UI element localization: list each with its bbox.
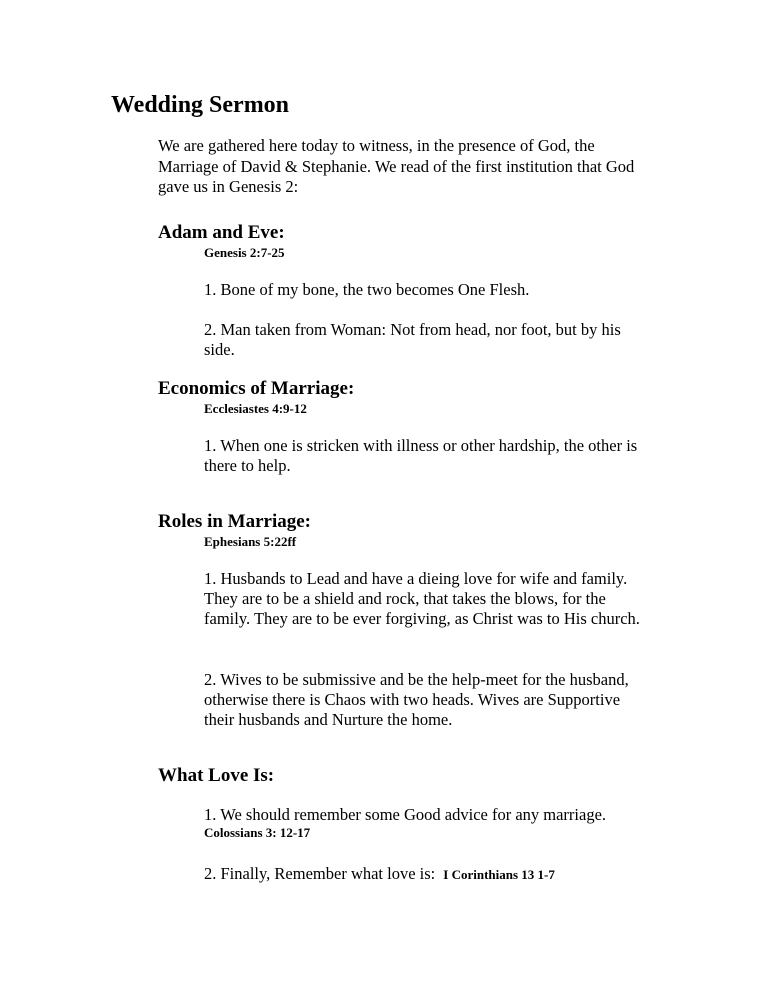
intro-paragraph: We are gathered here today to witness, in the presence of God, the Marriage of David & Stephanie. We read of the first institution that God gave us in Genesis 2: (158, 136, 635, 196)
document-title: Wedding Sermon (111, 92, 290, 118)
sermon-point: 1. When one is stricken with illness or other hardship, the other is there to help. (204, 436, 638, 476)
sermon-point: 1. We should remember some Good advice for any marriage. (204, 805, 607, 824)
sermon-point: 2. Wives to be submissive and be the help-meet for the husband, otherwise there is Chaos with two heads. Wives are Supportive their husbands and Nurture the home. (204, 670, 629, 730)
sermon-point: 2. Man taken from Woman: Not from head, nor foot, but by his side. (204, 320, 621, 360)
section-heading-economics-of-marriage: Economics of Marriage: (158, 378, 355, 399)
sermon-point-text: 2. Finally, Remember what love is: (204, 864, 436, 883)
scripture-reference: Ephesians 5:22ff (204, 534, 297, 549)
sermon-point: 1. Husbands to Lead and have a dieing love for wife and family. They are to be a shield and rock, that takes the blows, for the family. They are to be ever forgiving, as Christ was to His church. (204, 569, 640, 629)
sermon-point: 1. Bone of my bone, the two becomes One Flesh. (204, 280, 530, 299)
section-heading-roles-in-marriage: Roles in Marriage: (158, 511, 312, 532)
scripture-reference: Colossians 3: 12-17 (204, 825, 311, 840)
scripture-reference: I Corinthians 13 1-7 (443, 867, 555, 882)
section-heading-adam-and-eve: Adam and Eve: (158, 222, 285, 243)
section-heading-what-love-is: What Love Is: (158, 765, 275, 786)
sermon-point-with-reference (204, 864, 684, 885)
scripture-reference: Ecclesiastes 4:9-12 (204, 401, 307, 416)
scripture-reference: Genesis 2:7-25 (204, 245, 285, 260)
